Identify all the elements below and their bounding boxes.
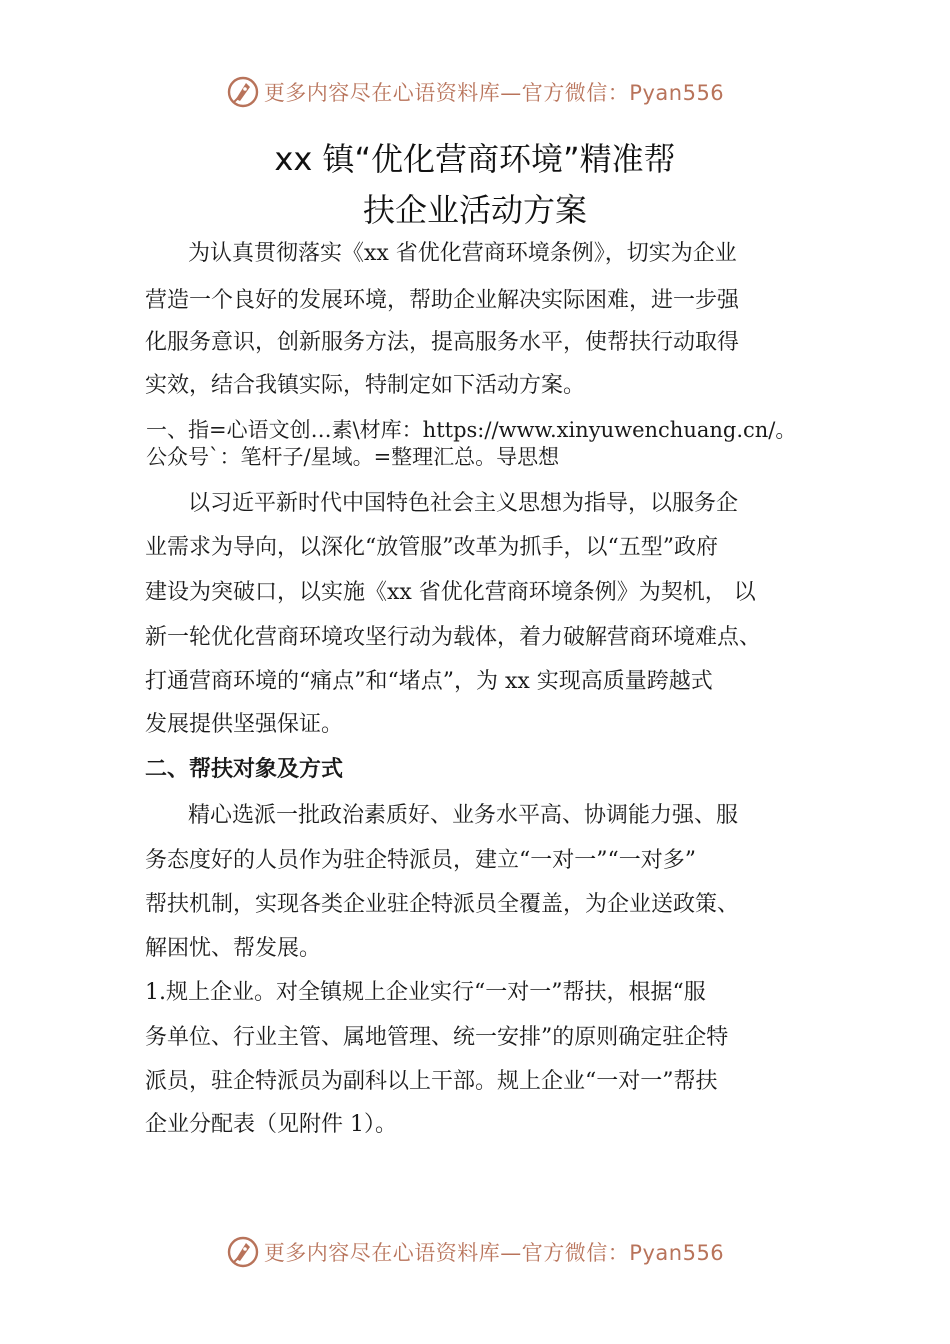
watermark-text: 更多内容尽在心语资料库—官方微信：Pyan556 [263,81,725,105]
pen-nib-logo-icon [226,1235,260,1269]
section2-heading: 二、帮扶对象及方式 [145,757,344,782]
item1-line-4: 企业分配表（见附件 1）。 [145,1112,397,1137]
pen-nib-logo-icon [226,75,260,109]
section1-body-line-3: 建设为突破口，以实施《xx 省优化营商环境条例》为契机， 以 [145,580,756,605]
top-watermark-banner [0,72,950,112]
item1-line-3: 派员，驻企特派员为副科以上干部。规上企业“一对一”帮扶 [145,1069,718,1094]
intro-line-2: 营造一个良好的发展环境，帮助企业解决实际困难，进一步强 [145,288,740,313]
document-title-line-1: xx 镇“优化营商环境”精准帮 [274,140,676,178]
intro-line-1: 为认真贯彻落实《xx 省优化营商环境条例》，切实为企业 [188,241,737,266]
section1-heading-line-1: 一、指=心语文创…素\材库：https://www.xinyuwenchuang.cn/。 [146,418,797,442]
section1-body-line-1: 以习近平新时代中国特色社会主义思想为指导，以服务企 [188,491,739,516]
section1-body-line-5: 打通营商环境的“痛点”和“堵点”，为 xx 实现高质量跨越式 [145,669,713,694]
section1-body-line-6: 发展提供坚强保证。 [145,712,344,737]
section2-body-line-4: 解困忧、帮发展。 [145,936,322,961]
section2-body-line-1: 精心选派一批政治素质好、业务水平高、协调能力强、服 [188,803,739,828]
section1-heading-line-2: 公众号`：笔杆子/星域。=整理汇总。导思想 [146,445,560,469]
section1-body-line-4: 新一轮优化营商环境攻坚行动为载体，着力破解营商环境难点、 [145,625,762,650]
bottom-watermark-banner [0,1232,950,1272]
intro-line-4: 实效，结合我镇实际，特制定如下活动方案。 [145,373,586,398]
document-title-line-2: 扶企业活动方案 [362,191,587,229]
section1-body-line-2: 业需求为导向，以深化“放管服”改革为抓手，以“五型”政府 [145,535,718,560]
section2-body-line-2: 务态度好的人员作为驻企特派员，建立“一对一”“一对多” [145,848,696,873]
watermark-text: 更多内容尽在心语资料库—官方微信：Pyan556 [263,1241,725,1265]
intro-line-3: 化服务意识，创新服务方法，提高服务水平，使帮扶行动取得 [145,330,740,355]
item1-line-1: 1.规上企业。对全镇规上企业实行“一对一”帮扶，根据“服 [145,980,706,1005]
section2-body-line-3: 帮扶机制，实现各类企业驻企特派员全覆盖，为企业送政策、 [145,892,740,917]
item1-line-2: 务单位、行业主管、属地管理、统一安排”的原则确定驻企特 [145,1025,729,1050]
